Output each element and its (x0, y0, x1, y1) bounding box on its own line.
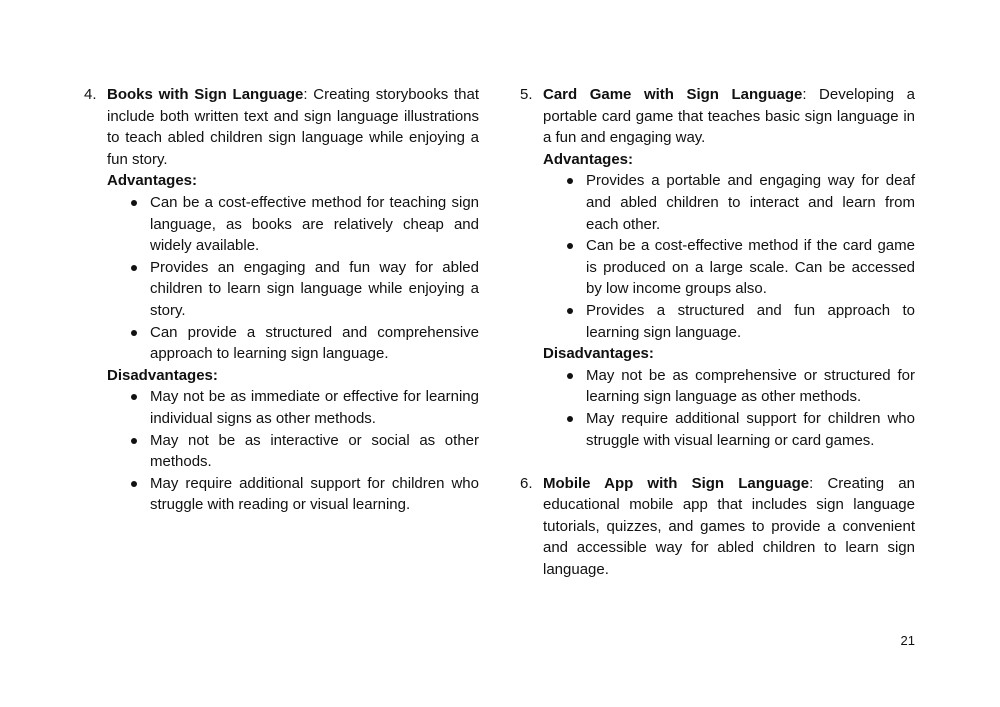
section-title: Mobile App with Sign Language (543, 474, 810, 492)
disadvantages-heading: Disadvantages: (107, 366, 218, 384)
section-number: 5. (520, 86, 533, 103)
disadvantage-text: May require additional support for children who struggle with visual learning or card games. (586, 409, 915, 449)
advantages-heading: Advantages: (107, 172, 198, 190)
section-number: 4. (84, 86, 97, 103)
advantages-heading: Advantages: (543, 150, 634, 168)
left-column (84, 84, 479, 516)
advantage-item (543, 235, 915, 300)
section-mobile-app-with-sign-language (520, 473, 915, 581)
section-description: : Developing a portable card game that teaches basic sign language in a fun and engaging way. (543, 86, 915, 147)
section-intro (543, 84, 915, 149)
disadvantages-list (543, 365, 915, 451)
bullet-icon (131, 330, 137, 336)
section-intro (543, 473, 915, 581)
disadvantage-item (543, 365, 915, 408)
section-card-game-with-sign-language (520, 84, 915, 451)
disadvantages-list (107, 386, 479, 516)
disadvantage-item (107, 473, 479, 516)
right-column (520, 84, 915, 581)
disadvantage-text: May not be as interactive or social as other methods. (150, 431, 479, 471)
advantage-item (543, 170, 915, 235)
bullet-icon (131, 200, 137, 206)
section-title: Card Game with Sign Language (543, 86, 803, 103)
advantage-text: Provides a portable and engaging way for deaf and abled children to interact and learn from each other. (586, 172, 915, 233)
advantage-item (107, 257, 479, 322)
disadvantage-text: May not be as comprehensive or structured for learning sign language as other methods. (586, 366, 915, 406)
advantage-item (543, 300, 915, 343)
bullet-icon (567, 308, 573, 314)
disadvantage-item (107, 386, 479, 429)
section-description: : Creating an educational mobile app that includes sign language tutorials, quizzes, and games to provide a convenient and accessible way for abled children to learn sign language. (543, 474, 915, 579)
advantage-text: Can be a cost-effective method for teaching sign language, as books are relatively cheap and widely available. (150, 193, 479, 255)
advantages-list (107, 192, 479, 365)
advantage-text: Provides a structured and fun approach to learning sign language. (586, 301, 915, 341)
bullet-icon (567, 243, 573, 249)
disadvantage-text: May not be as immediate or effective for learning individual signs as other methods. (150, 388, 479, 427)
disadvantage-item (107, 430, 479, 473)
advantages-list (543, 170, 915, 343)
page-number: 21 (900, 633, 915, 648)
disadvantage-item (543, 408, 915, 451)
bullet-icon (567, 416, 573, 422)
section-intro (107, 84, 479, 170)
bullet-icon (567, 373, 573, 379)
bullet-icon (131, 438, 137, 444)
advantage-item (107, 322, 479, 365)
section-title: Books with Sign Language (107, 86, 304, 103)
advantage-item (107, 192, 479, 257)
bullet-icon (131, 265, 137, 271)
section-description: : Creating storybooks that include both written text and sign language illustrations to teach abled children sign language while enjoying a fun story. (107, 86, 479, 168)
advantage-text: Can be a cost-effective method if the card game is produced on a large scale. Can be accessed by low income groups also. (586, 237, 915, 298)
disadvantages-heading: Disadvantages: (543, 345, 654, 363)
bullet-icon (131, 481, 137, 487)
disadvantage-text: May require additional support for children who struggle with reading or visual learning. (150, 474, 479, 514)
section-books-with-sign-language (84, 84, 479, 516)
section-number: 6. (520, 474, 533, 492)
advantage-text: Provides an engaging and fun way for abled children to learn sign language while enjoying a story. (150, 258, 479, 319)
bullet-icon (567, 178, 573, 184)
bullet-icon (131, 394, 137, 400)
advantage-text: Can provide a structured and comprehensive approach to learning sign language. (150, 323, 479, 363)
